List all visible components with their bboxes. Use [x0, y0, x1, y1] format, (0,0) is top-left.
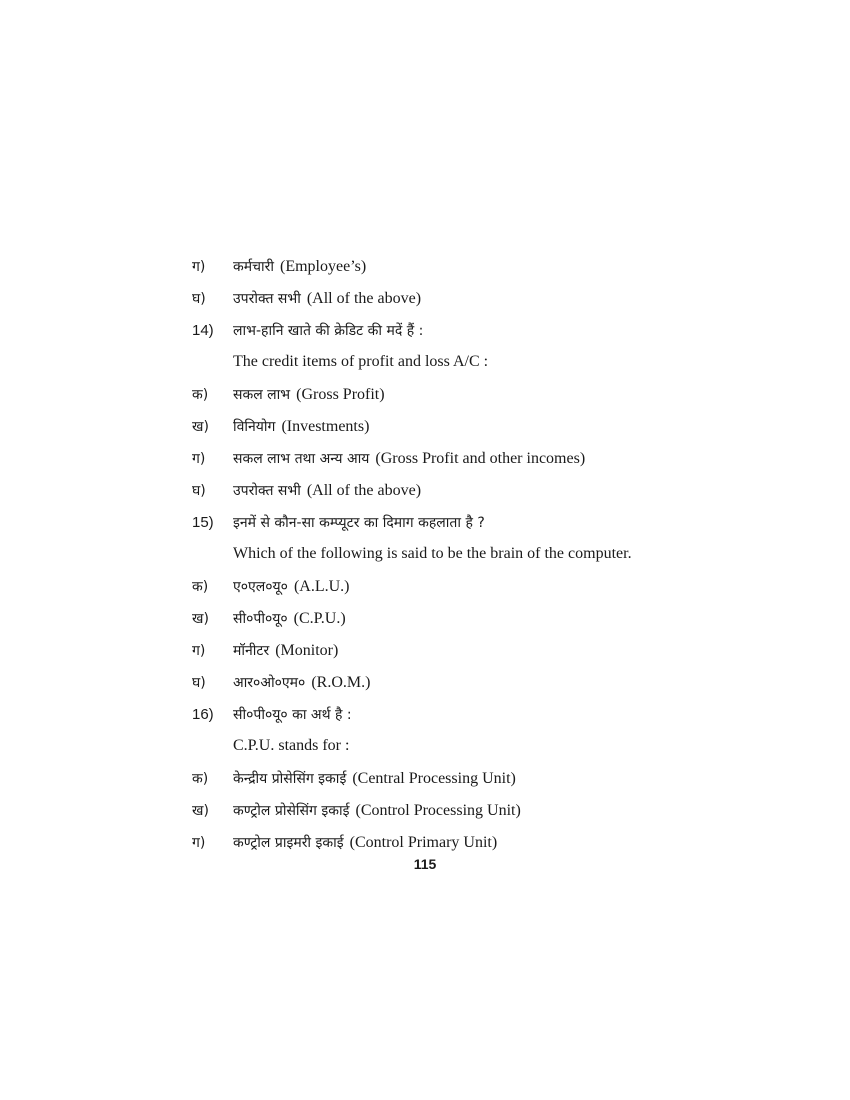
option-english: (R.O.M.) [311, 673, 371, 691]
option-hindi: सकल लाभ [233, 386, 291, 403]
option-row [192, 410, 752, 442]
option-hindi: कण्ट्रोल प्रोसेसिंग इकाई [233, 802, 350, 819]
option-hindi: सी०पी०यू० [233, 610, 288, 627]
option-row [192, 570, 752, 602]
question-row [192, 698, 752, 730]
option-row [192, 474, 752, 506]
option-hindi: उपरोक्त सभी [233, 290, 301, 307]
option-label: क) [192, 386, 209, 403]
option-english: (Employee’s) [280, 257, 367, 275]
question-english-row [192, 730, 752, 762]
question-number: 15) [192, 513, 214, 531]
option-english: (All of the above) [306, 481, 422, 499]
question-english: The credit items of profit and loss A/C : [233, 353, 489, 370]
question-hindi: लाभ-हानि खाते की क्रेडिट की मदें हैं : [233, 322, 424, 339]
option-english: (Gross Profit and other incomes) [375, 449, 586, 467]
option-label: ख) [192, 802, 209, 819]
option-label: ग) [192, 642, 206, 659]
option-label: क) [192, 578, 209, 595]
option-row [192, 602, 752, 634]
option-label: घ) [192, 290, 206, 307]
option-label: क) [192, 770, 209, 787]
option-english: (A.L.U.) [293, 577, 350, 595]
question-row [192, 314, 752, 346]
option-hindi: आर०ओ०एम० [233, 674, 306, 691]
question-number: 14) [192, 321, 214, 339]
option-row [192, 250, 752, 282]
question-list [192, 250, 752, 858]
option-hindi: केन्द्रीय प्रोसेसिंग इकाई [233, 770, 347, 787]
option-english: (All of the above) [306, 289, 422, 307]
option-row [192, 634, 752, 666]
option-label: ग) [192, 258, 206, 275]
option-english: (Investments) [281, 417, 370, 435]
option-row [192, 762, 752, 794]
page-number: 115 [413, 856, 437, 872]
option-row [192, 378, 752, 410]
option-hindi: कण्ट्रोल प्राइमरी इकाई [233, 834, 344, 851]
option-row [192, 282, 752, 314]
question-number: 16) [192, 705, 214, 723]
option-label: ख) [192, 418, 209, 435]
option-hindi: सकल लाभ तथा अन्य आय [233, 450, 370, 467]
option-hindi: मॉनीटर [233, 642, 270, 659]
option-english: (Monitor) [275, 641, 339, 659]
question-hindi: सी०पी०यू० का अर्थ है : [233, 706, 352, 723]
option-english: (Central Processing Unit) [352, 769, 516, 787]
option-hindi: उपरोक्त सभी [233, 482, 301, 499]
option-label: घ) [192, 674, 206, 691]
option-label: ग) [192, 450, 206, 467]
option-english: (C.P.U.) [293, 609, 346, 627]
option-hindi: ए०एल०यू० [233, 578, 288, 595]
option-hindi: कर्मचारी [233, 258, 274, 275]
option-row [192, 442, 752, 474]
question-english: C.P.U. stands for : [233, 737, 350, 754]
option-label: ग) [192, 834, 206, 851]
option-row [192, 794, 752, 826]
question-hindi: इनमें से कौन-सा कम्प्यूटर का दिमाग कहलाता है ? [233, 514, 485, 531]
question-english-row [192, 346, 752, 378]
question-english-row [192, 538, 752, 570]
question-english: Which of the following is said to be the brain of the computer. [233, 545, 632, 562]
option-english: (Control Processing Unit) [355, 801, 521, 819]
option-label: घ) [192, 482, 206, 499]
option-english: (Control Primary Unit) [349, 833, 498, 851]
option-english: (Gross Profit) [296, 385, 385, 403]
option-label: ख) [192, 610, 209, 627]
option-row [192, 826, 752, 858]
question-row [192, 506, 752, 538]
option-hindi: विनियोग [233, 418, 276, 435]
option-row [192, 666, 752, 698]
